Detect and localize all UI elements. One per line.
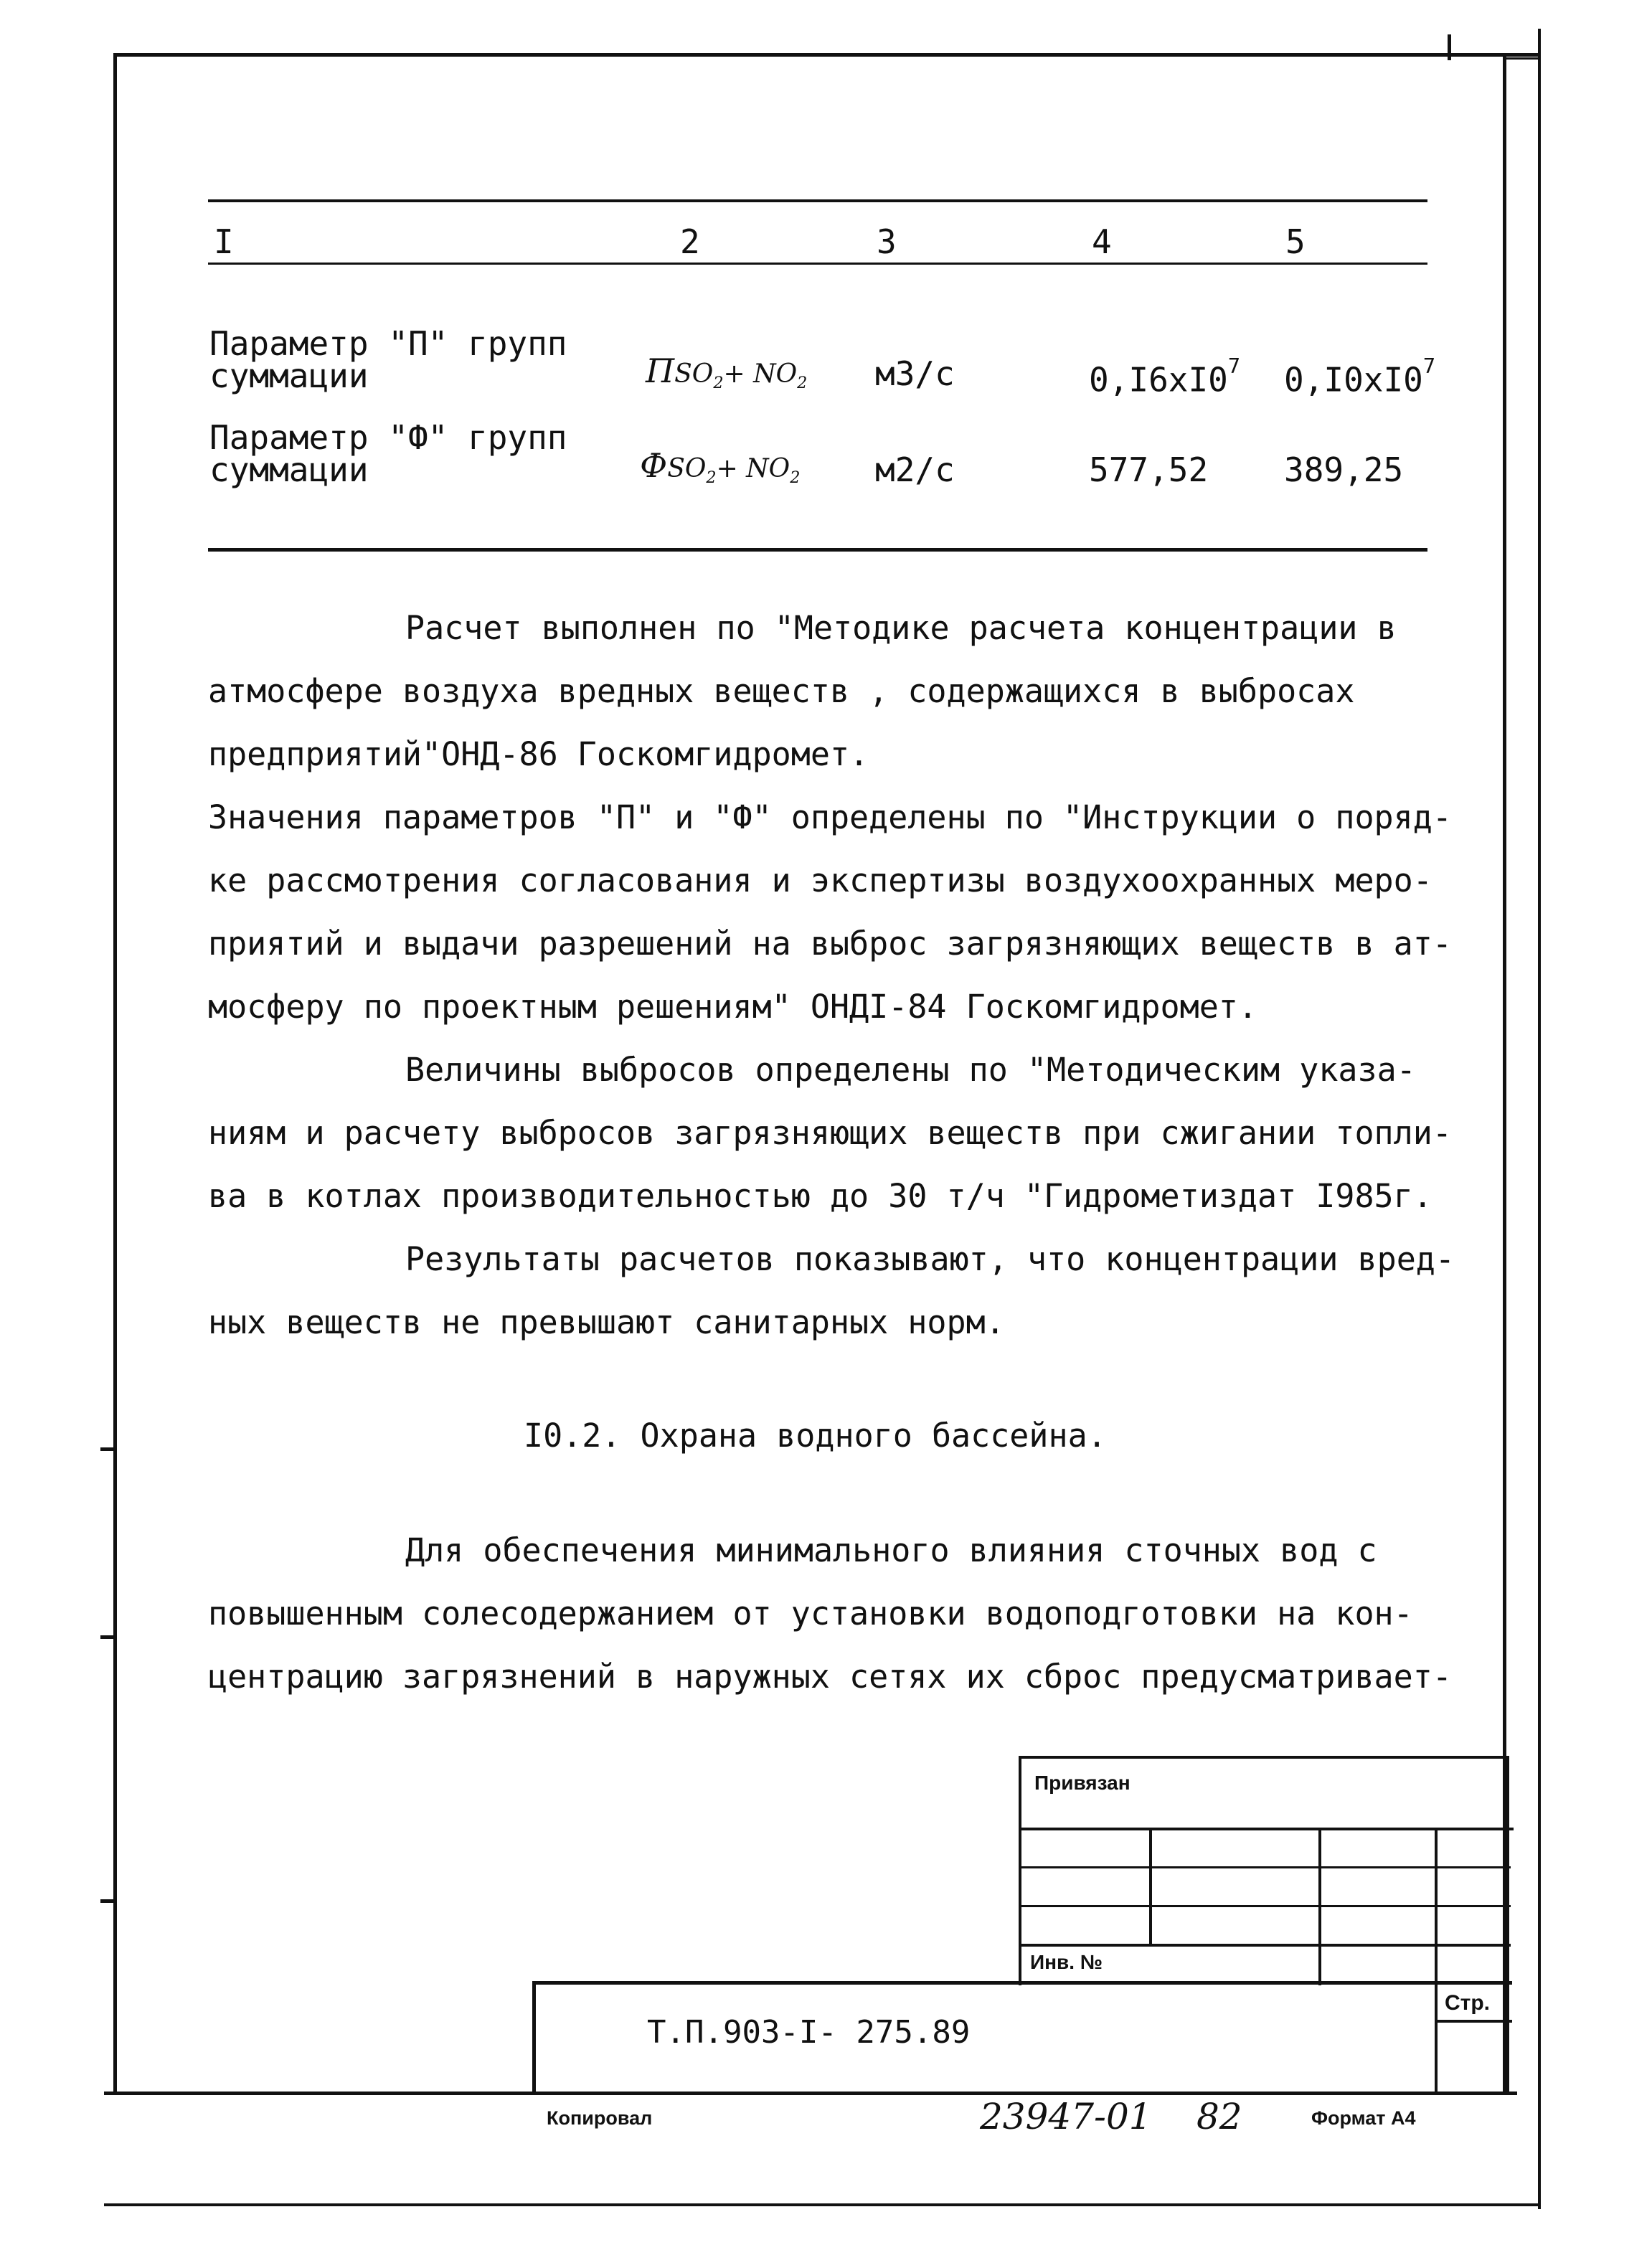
table-header-rule xyxy=(208,263,1427,265)
paragraph-5-line-2: повышенным солесодержанием от установки водоподготовки на кон- xyxy=(208,1594,1413,1632)
table-top-rule xyxy=(208,199,1427,202)
frame-right-outer xyxy=(1538,29,1541,2209)
table-row-2-symbol: $ФSO_2+ NO_2$ xyxy=(640,446,801,487)
table-row-1-name-line2: суммации xyxy=(209,356,369,395)
table-row-1-symbol: $ПSO_2+ NO_2$ xyxy=(646,351,808,392)
stamp-handwritten-number: 23947-01 xyxy=(980,2096,1152,2137)
stamp-vrule-d xyxy=(1435,1829,1438,1985)
binding-tick-2 xyxy=(100,1635,116,1639)
table-row-2-name-line2: суммации xyxy=(209,450,369,489)
paragraph-4-line-2: ных веществ не превышают санитарных норм. xyxy=(208,1303,1005,1341)
table-header-col-2: 2 xyxy=(680,222,700,261)
section-heading: I0.2. Охрана водного бассейна. xyxy=(524,1417,1107,1455)
paragraph-5-line-1: Для обеспечения минимального влияния сточных вод с xyxy=(405,1531,1377,1569)
table-row-1-unit: м3/с xyxy=(875,354,955,393)
paragraph-3-line-3: ва в котлах производительностью до 30 т/ч "Гидрометиздат I985г. xyxy=(208,1177,1432,1215)
stamp-handwritten-page: 82 xyxy=(1196,2096,1242,2137)
stamp-rule-f xyxy=(532,1981,1512,1985)
table-row-1-col5: $0,I0xI0^7$ xyxy=(1284,354,1436,400)
paragraph-3-line-1: Величины выбросов определены по "Методическим указа- xyxy=(405,1051,1416,1089)
table-header-col-4: 4 xyxy=(1092,222,1112,261)
stamp-rule-b xyxy=(1019,1828,1514,1830)
table-header-col-1: I xyxy=(214,222,234,261)
stamp-vrule-f xyxy=(1435,1981,1438,2094)
paragraph-2-line-4: мосферу по проектным решениям" ОНДI-84 Госкомгидромет. xyxy=(208,988,1257,1026)
table-row-2-col5: 389,25 xyxy=(1284,450,1404,489)
binding-tick-3 xyxy=(100,1899,116,1903)
page-bottom-line xyxy=(104,2203,1541,2206)
paragraph-3-line-2: ниям и расчету выбросов загрязняющих веществ при сжигании топли- xyxy=(208,1114,1452,1152)
stamp-page-label: Стр. xyxy=(1445,1991,1491,2015)
stamp-inv-label: Инв. № xyxy=(1030,1951,1103,1973)
binding-tick-1 xyxy=(100,1447,116,1451)
frame-top xyxy=(113,53,1541,57)
stamp-vrule-e xyxy=(532,1981,536,2094)
frame-left xyxy=(113,53,117,2094)
paragraph-2-line-2: ке рассмотрения согласования и экспертизы воздухоохранных меро- xyxy=(208,861,1432,899)
stamp-vrule-right xyxy=(1506,1756,1509,2094)
stamp-vrule-b xyxy=(1149,1829,1152,1945)
paragraph-1-line-1: Расчет выполнен по "Методике расчета концентрации в xyxy=(405,609,1397,647)
stamp-rule-a xyxy=(1019,1756,1508,1759)
stamp-format-label: Формат А4 xyxy=(1311,2107,1416,2129)
table-row-1-col4: $0,I6xI0^7$ xyxy=(1089,354,1241,400)
paragraph-2-line-1: Значения параметров "П" и "Ф" определены по "Инструкции о поряд- xyxy=(208,798,1452,836)
stamp-copied-label: Копировал xyxy=(547,2107,653,2129)
paragraph-1-line-2: атмосфере воздуха вредных веществ , содержащихся в выбросах xyxy=(208,672,1355,710)
frame-bottom xyxy=(104,2092,1517,2095)
stamp-designation: Т.П.903-I- 275.89 xyxy=(647,2014,971,2051)
table-row-2-unit: м2/с xyxy=(875,450,955,489)
table-header-col-5: 5 xyxy=(1285,222,1306,261)
paragraph-2-line-3: приятий и выдачи разрешений на выброс загрязняющих веществ в ат- xyxy=(208,925,1452,963)
paragraph-4-line-1: Результаты расчетов показывают, что концентрации вред- xyxy=(405,1240,1455,1278)
stamp-attached-label: Привязан xyxy=(1034,1772,1131,1794)
stamp-vrule-c xyxy=(1318,1829,1321,1985)
stamp-rule-g xyxy=(1435,2020,1512,2023)
frame-top-outer xyxy=(1503,57,1541,60)
table-header-col-3: 3 xyxy=(877,222,897,261)
table-row-1-name-line1: Параметр "П" групп xyxy=(209,324,567,363)
table-bottom-rule xyxy=(208,548,1427,552)
paragraph-5-line-3: центрацию загрязнений в наружных сетях их сброс предусматривает- xyxy=(208,1658,1452,1696)
table-row-2-col4: 577,52 xyxy=(1089,450,1209,489)
paragraph-1-line-3: предприятий"ОНД-86 Госкомгидромет. xyxy=(208,735,869,773)
table-row-2-name-line1: Параметр "Ф" групп xyxy=(209,418,567,457)
stamp-vrule-a xyxy=(1019,1756,1021,1985)
